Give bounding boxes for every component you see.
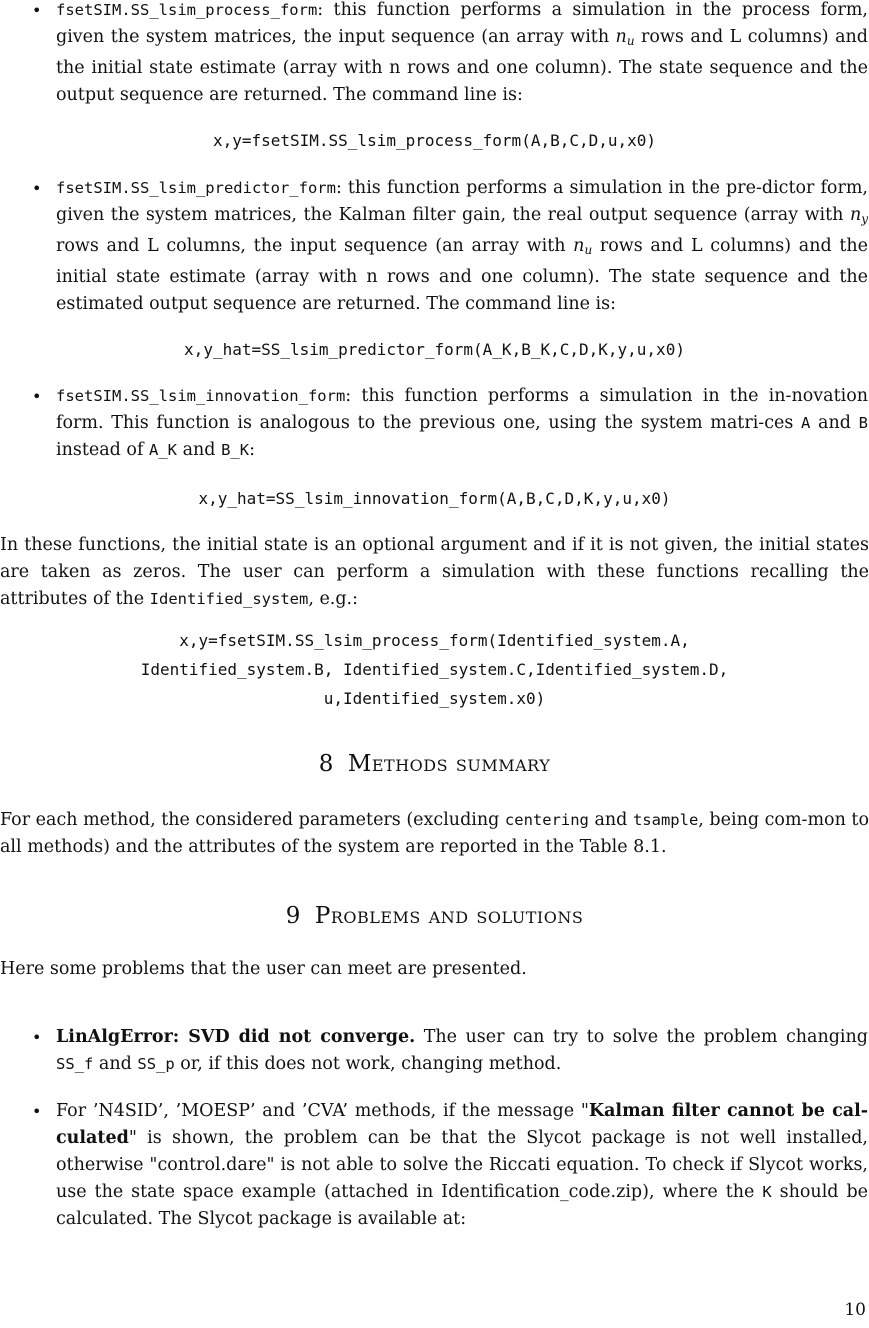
math-subscript: y [861, 212, 868, 226]
error-title: LinAlgError: SVD did not converge. [56, 1027, 416, 1047]
item-text: " is shown, the problem can be that the Slycot package is not well installed, otherwise "control.dare" is not able to solve the Riccati equation. To check if Slycot works, use the state space example (attached in Identification_code.zip), where the [56, 1128, 868, 1202]
code-line: Identified_system.B, Identified_system.C,Identified_system.D, [140, 660, 729, 679]
code-line: x,y_hat=SS_lsim_predictor_form(A_K,B_K,C,D,K,y,u,x0) [184, 340, 685, 359]
paragraph-text: For each method, the considered parameters (excluding [0, 810, 505, 830]
item-text: : this function performs a simulation in the process form, given the system matrices, the input sequence (an array with [56, 0, 868, 47]
paragraph-text: , being com-mon to all methods) and the attributes of the system are reported in the Table 8.1. [0, 810, 869, 857]
list-item-kalman-error [56, 1098, 868, 1233]
paragraph-problems-intro: Here some problems that the user can meet are presented. [0, 959, 527, 979]
function-name: fsetSIM.SS_lsim_process_form [56, 1, 318, 19]
inline-code: SS_f [56, 1055, 94, 1073]
page-number: 10 [844, 1300, 866, 1320]
inline-code: SS_p [137, 1055, 175, 1073]
bullet: • [32, 387, 42, 406]
item-text: or, if this does not work, changing method. [174, 1054, 562, 1074]
inline-code: A [801, 414, 811, 432]
paragraph-methods-summary [0, 807, 869, 861]
list-item-innovation-form [56, 383, 868, 464]
list-item-predictor-form [56, 175, 868, 318]
item-text: rows and L columns) and the initial state estimate (array with n rows and one column). The state sequence and the output sequence are returned. The command line is: [56, 27, 868, 105]
section-heading-9 [0, 903, 869, 929]
item-text: and [810, 413, 859, 433]
item-text: : this function performs a simulation in the pre-dictor form, given the system matrices, the Kalman filter gain, the real output sequence (array with [56, 178, 868, 225]
section-title: Problems and solutions [314, 903, 584, 929]
item-text: : this function performs a simulation in the in-novation form. This function is analogous to the previous one, using the system matri-ces [56, 386, 868, 433]
math-symbol: n [849, 205, 862, 225]
item-text: should be calculated. The Slycot package is available at: [56, 1182, 868, 1229]
item-text: and [177, 440, 222, 460]
paragraph-initial-state [0, 532, 869, 613]
code-line: u,Identified_system.x0) [323, 689, 546, 708]
code-line: x,y=fsetSIM.SS_lsim_process_form(Identified_system.A, [179, 631, 690, 650]
item-text: : [249, 440, 255, 460]
function-name: fsetSIM.SS_lsim_innovation_form [56, 387, 346, 405]
list-item-process-form [56, 0, 868, 109]
inline-code: Identified_system [149, 590, 309, 608]
item-text: rows and L columns, the input sequence (an array with [56, 236, 574, 256]
list-item-svd-error [56, 1024, 868, 1078]
item-text: The user can try to solve the problem changing [415, 1027, 868, 1047]
section-title: Methods summary [347, 751, 551, 777]
code-line: x,y=fsetSIM.SS_lsim_process_form(A,B,C,D,u,x0) [212, 131, 657, 150]
math-subscript: u [584, 243, 593, 257]
item-text: instead of [56, 440, 150, 460]
code-line: x,y_hat=SS_lsim_innovation_form(A,B,C,D,K,y,u,x0) [198, 489, 671, 508]
inline-code: B_K [221, 441, 250, 459]
bullet: • [32, 1102, 42, 1121]
math-symbol: n [615, 27, 627, 47]
math-subscript: u [626, 34, 635, 48]
section-number: 9 [285, 903, 301, 929]
bullet: • [32, 1, 42, 20]
math-symbol: n [573, 236, 585, 256]
bullet: • [32, 1028, 42, 1047]
paragraph-text: , e.g.: [308, 589, 359, 609]
inline-code: A_K [149, 441, 178, 459]
function-name: fsetSIM.SS_lsim_predictor_form [56, 179, 336, 197]
section-number: 8 [318, 751, 334, 777]
item-text: rows and L columns) and the initial state estimate (array with n rows and one column). The state sequence and the estimated output sequence are returned. The command line is: [56, 236, 869, 314]
paragraph-text: In these functions, the initial state is an optional argument and if it is not given, the initial states are taken as zeros. The user can perform a simulation with these functions recalling the attributes of the [0, 535, 869, 609]
section-heading-8 [0, 751, 869, 777]
item-text: For ’N4SID’, ’MOESP’ and ’CVA’ methods, if the message " [56, 1101, 589, 1121]
item-text: and [93, 1054, 138, 1074]
inline-code: K [762, 1183, 772, 1201]
bullet: • [32, 179, 42, 198]
inline-code: B [858, 414, 868, 432]
code-block-example [0, 626, 869, 713]
inline-code: centering [504, 811, 589, 829]
inline-code: tsample [632, 811, 699, 829]
paragraph-text: and [588, 810, 633, 830]
error-title: Kalman filter cannot be cal-culated [56, 1101, 868, 1148]
